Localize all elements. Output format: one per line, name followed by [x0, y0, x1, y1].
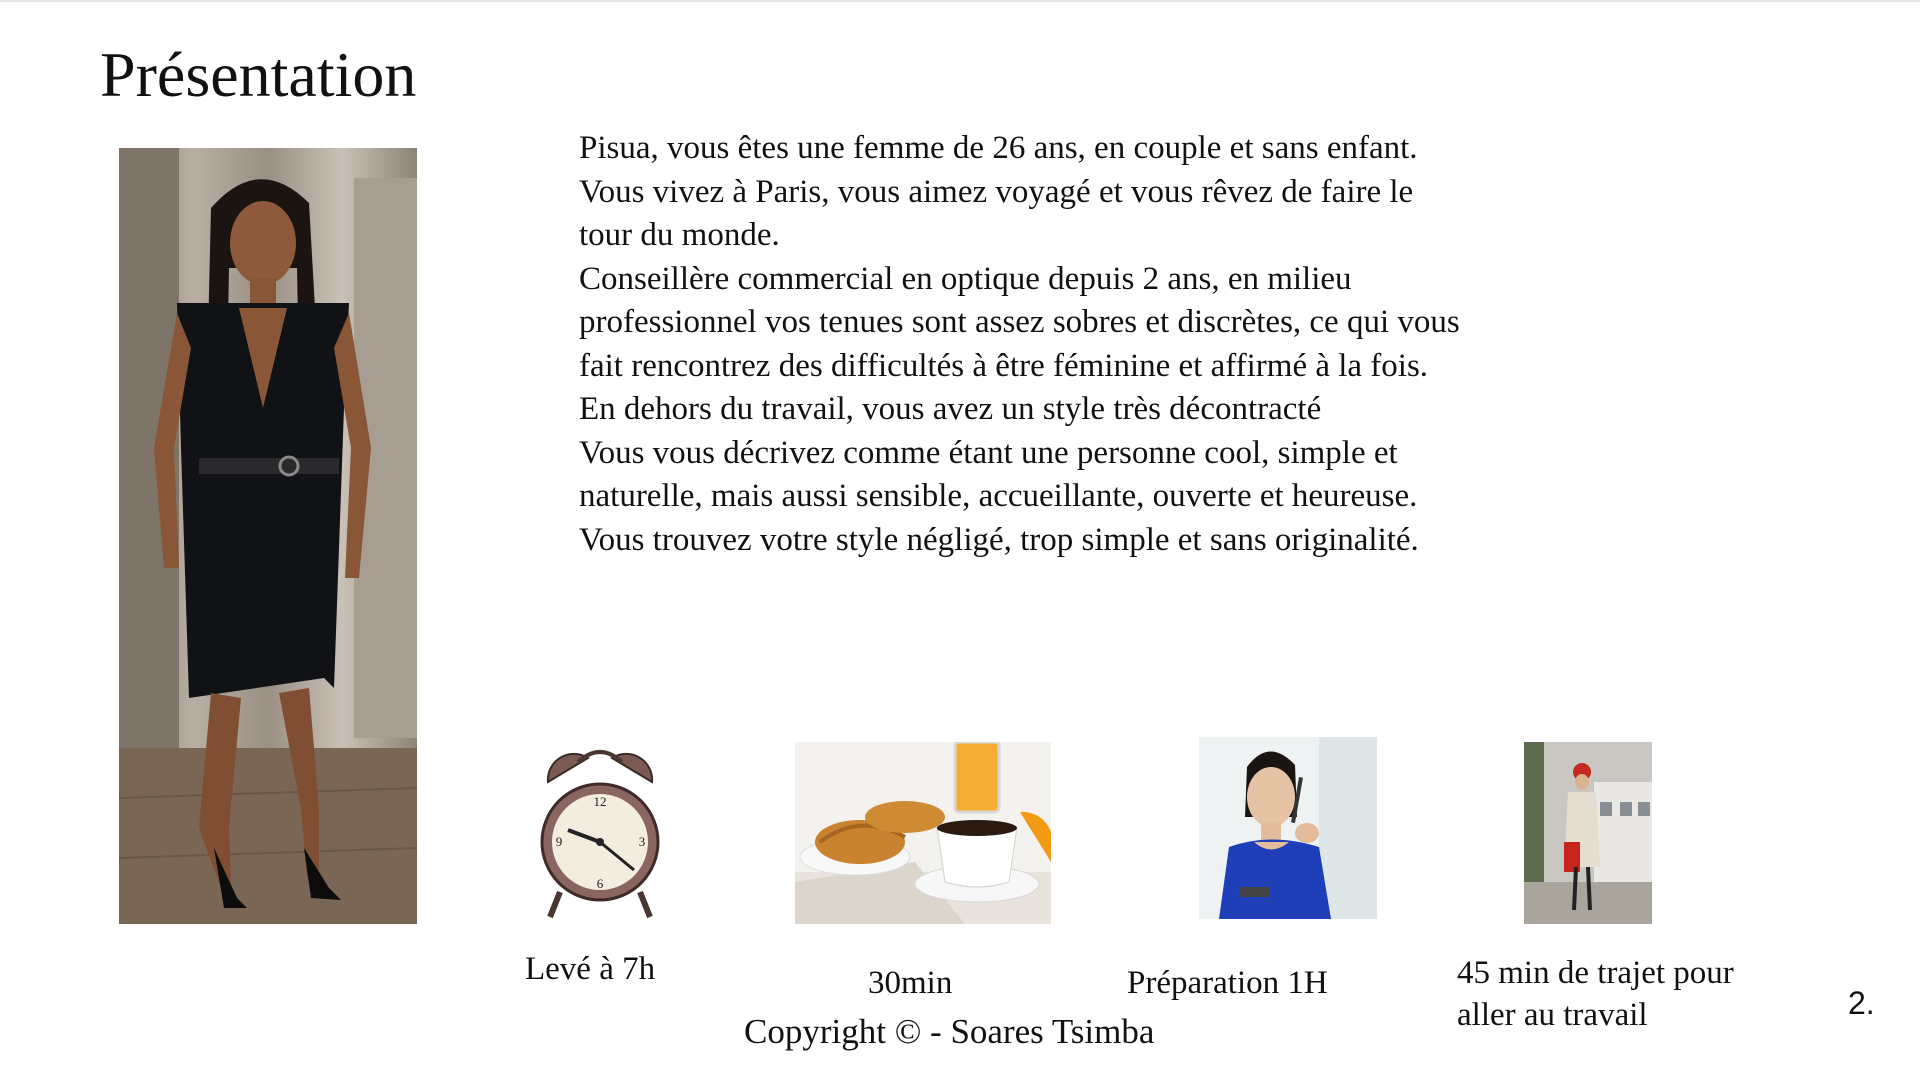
- bio-line: En dehors du travail, vous avez un style très décontracté: [579, 391, 1322, 427]
- svg-text:3: 3: [638, 834, 646, 849]
- slide-title: Présentation: [100, 39, 417, 110]
- bio-line: tour du monde.: [579, 217, 780, 253]
- commute-caption-line: 45 min de trajet pour: [1457, 955, 1734, 991]
- top-border: [0, 0, 1920, 2]
- bio-line: professionnel vos tenues sont assez sobres et discrètes, ce qui vous: [579, 304, 1460, 340]
- page-number: 2.: [1848, 985, 1875, 1021]
- svg-text:12: 12: [593, 794, 607, 809]
- bio-line: Vous vous décrivez comme étant une personne cool, simple et: [579, 434, 1398, 471]
- bio-line: Vous trouvez votre style négligé, trop simple et sans originalité.: [579, 521, 1419, 558]
- breakfast-icon: [795, 742, 1051, 924]
- bio-line: fait rencontrez des difficultés à être féminine et affirmé à la fois.: [579, 347, 1429, 384]
- breakfast-caption: 30min: [868, 965, 953, 1001]
- portrait-photo: [119, 148, 417, 924]
- train-commute-icon: [1524, 742, 1652, 924]
- svg-text:9: 9: [555, 834, 563, 849]
- commute-caption-line: aller au travail: [1457, 997, 1648, 1033]
- makeup-caption: Préparation 1H: [1127, 965, 1328, 1001]
- makeup-icon: [1199, 737, 1377, 919]
- bio-line: naturelle, mais aussi sensible, accueillante, ouverte et heureuse.: [579, 478, 1418, 514]
- bio-line: Pisua, vous êtes une femme de 26 ans, en couple et sans enfant.: [579, 130, 1418, 166]
- bio-line: Vous vivez à Paris, vous aimez voyagé et vous rêvez de faire le: [579, 173, 1414, 210]
- alarm-clock-icon: [530, 742, 670, 922]
- copyright-text: Copyright © - Soares Tsimba: [744, 1012, 1155, 1051]
- svg-text:6: 6: [596, 876, 604, 891]
- wake-up-caption: Levé à 7h: [525, 951, 656, 987]
- bio-text: [579, 127, 1579, 562]
- commute-caption: [1457, 952, 1734, 1036]
- bio-line: Conseillère commercial en optique depuis 2 ans, en milieu: [579, 260, 1352, 297]
